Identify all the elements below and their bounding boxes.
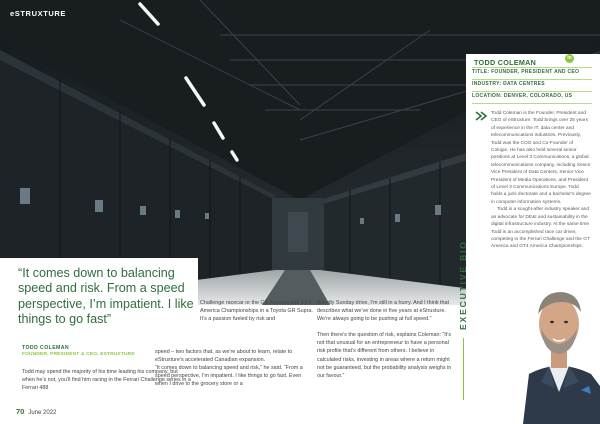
bio-paragraph: Todd is a sought-after industry speaker and an advocate for DE&I and sustainability in the digital infrastructure industry. At the same time Todd is an accomplished race car driver, competing in the Ferrari Challenge and the GT America and GT4 America Championships. bbox=[491, 207, 590, 250]
linkedin-icon[interactable]: in bbox=[565, 54, 574, 63]
byline-role: FOUNDER, PRESIDENT & CEO, ESTRUXTURE bbox=[22, 352, 135, 357]
pull-quote: “It comes down to balancing speed and risk. From a speed perspective, I’m impatient. I like things to go fast” bbox=[18, 266, 194, 327]
profile-location-value: DENVER, COLORADO, US bbox=[503, 93, 573, 99]
profile-industry-value: DATA CENTRES bbox=[503, 81, 545, 87]
bio-accent-bar bbox=[463, 338, 464, 400]
article-column-2: Challenge racecar or the GT America and GT4 America Championships in a Toyota GR Supra. It’s a passion fueled by risk and bbox=[200, 300, 313, 323]
executive-bio-label: EXECUTIVE BIO bbox=[458, 240, 468, 330]
profile-divider bbox=[472, 103, 592, 104]
page-folio bbox=[16, 407, 56, 416]
article-column-1: Todd may spend the majority of his time leading his company, but when he’s not, you’ll find him racing in the Ferrari Challenge series in a Ferrari 488 bbox=[22, 369, 191, 392]
brand-logo-text: eSTRUXTURE bbox=[10, 9, 67, 18]
profile-industry-label: INDUSTRY: bbox=[472, 81, 502, 87]
profile-title-value: FOUNDER, PRESIDENT AND CEO bbox=[491, 69, 580, 75]
profile-title-label: TITLE: bbox=[472, 69, 490, 75]
article-column-3: friendly Sunday drive, I’m still in a hurry. And I think that describes what we’ve done in five years at eStruxture. We’re always going to be pushing at full speed.” bbox=[317, 300, 450, 323]
article-column-2-paragraph: speed – two factors that, as we’re about to learn, relate to eStruxture’s accelerated Canadian expansion. bbox=[155, 349, 293, 364]
issue-date: June 2022 bbox=[28, 410, 57, 416]
page-number: 70 bbox=[16, 407, 25, 416]
byline-name: TODD COLEMAN bbox=[22, 345, 70, 351]
profile-industry-row bbox=[472, 80, 592, 89]
profile-name: TODD COLEMAN bbox=[474, 58, 537, 67]
portrait-photo bbox=[519, 262, 600, 424]
bio-paragraph: Todd Coleman is the Founder, President and CEO of eStruxture. Todd brings over 25 years of experience in the IT, data center and telecommunications industries. Previously, Todd was the COO and Co-Founder of Cologix. He has also held several senior positions at Level 3 Communications, a global telecommunications company, including Senior Vice President of Data Centers, Senior Vice President of Media Operations, and President of Level 3 Communications Europe. Todd holds a juris doctorate and a bachelor’s degree in computer information systems. bbox=[491, 111, 591, 205]
chevron-right-icon bbox=[475, 111, 491, 121]
article-column-3-paragraph: Then there’s the question of risk, explains Coleman: “It’s not that unusual for an entrepreneur to have a personal risk profile that’s different from others. I believe in calculated risks, investing in areas where a return might not be guaranteed, but the probability analysis weighs in our favour.” bbox=[317, 332, 452, 380]
profile-title-row bbox=[472, 68, 592, 77]
bio-text bbox=[491, 110, 591, 251]
profile-location-label: LOCATION: bbox=[472, 93, 503, 99]
article-column-2-quote: “It comes down to balancing speed and risk,” he said. “From a speed perspective, I’m impatient. I like things to go fast. Even when I drive to the grocery store or a bbox=[155, 365, 303, 388]
profile-location-row bbox=[472, 92, 592, 101]
